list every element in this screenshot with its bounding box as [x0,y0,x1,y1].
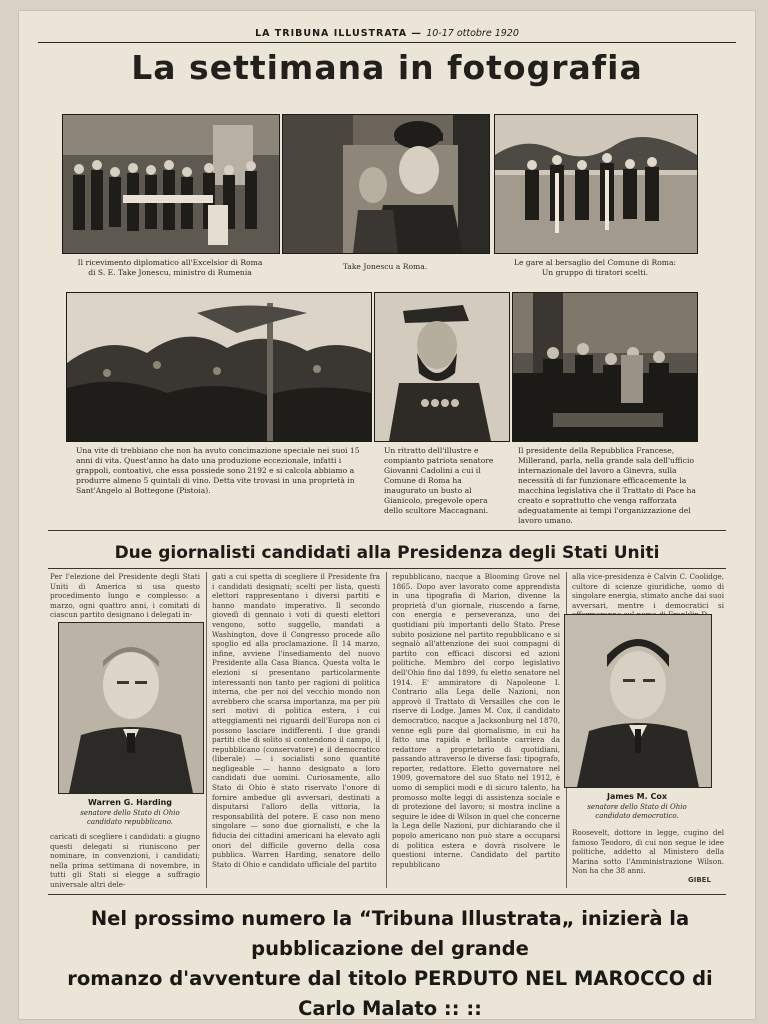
article-column-2: gati a cui spetta di scegliere il Presidente fra i candidati designati; scelti per lista, questi elettori rappresentano i diversi partiti e hanno mandato imperativo. Il secondo giovedì di gennaio i voti di questi elettori vengono, sotto suggello, mandati a Washington, dove il Congresso procede allo spoglio ed alla proclamazione. Il 14 marzo, infine, avviene l'insediamento del nuovo Presidente alla Casa Bianca. Questa volta le elezioni si presentano particolarmente interessanti non tanto per ragioni di politica interna, che per noi del vecchio mondo non avrebbero che scarsa importanza, ma per più seri motivi di politica estera, i cui atteggiamenti nei riguardi dell'Europa non ci possono lasciare indifferenti. I due grandi partiti che di solito si contendono il campo, il repubblicano (conservatore) e il democratico (liberale) — i socialisti sono quantité negligeable — hanno designato a loro candidati due uomini. Curiosamente, allo Stato di Ohio è stato riservato l'onore di fornire ambedue gli avversari, destinati a disputarsi l'alloro della vittoria, la responsabilità del potere. E caso non meno singolare — sono due giornalisti, e che la fiducia dei cittadini americani ha elevato agli onori del difficile governo della cosa pubblica. Warren Harding, senatore dello Stato di Ohio e candidato ufficiale del partito [212,572,380,869]
banner-top-rule [48,894,726,895]
column-rule-2 [386,572,387,888]
article-column-4-bottom: Roosevelt, dottore in legge, cugino del famoso Teodoro, di cui non segue le idee politiche, addetto al Ministero della Marina sotto l'Amministrazione Wilson. Non ha che 38 anni. [572,828,724,876]
cox-name: James M. Cox [607,792,667,801]
caption-millerand: Il presidente della Repubblica Francese, Millerand, parla, nella grande sala dell'ufficio internazionale del lavoro a Ginevra, sulla necessità di far funzionare efficacemente la macchina legislativa che il Trattato di Pace ha creato e soprattutto che venga rafforzata adeguatamente ai tempi l'organizzazione del lavoro umano. [518,446,696,525]
photo-millerand-geneva [512,292,698,442]
banner-line-1: Nel prossimo numero la “Tribuna Illustrata„ inizierà la pubblicazione del grande [90,907,690,960]
photo-vineyard [66,292,372,442]
caption-vineyard: Una vite di trebbiano che non ha avuto concimazione speciale nei suoi 15 anni di vita. Quest'anno ha dato una produzione eccezionale, infatti i grappoli, contoativi, che essa possiede sono 2192 e si calcola abbiamo a produrre almeno 5 quintali di vino. Detta vite trovasi in una proprietà in Sant'Angelo al Bottegone (Pistoia). [76,446,360,495]
photo-reception [62,114,280,254]
column-rule-1 [206,572,207,888]
cox-role [564,803,710,821]
article-headline: Due giornalisti candidati alla Presidenza degli Stati Uniti [114,543,660,563]
caption-reception-line1: Il ricevimento diplomatico all'Excelsior di Roma [77,258,263,267]
cox-role-line2: candidato democratico. [595,812,679,820]
issue-date: 10-17 ottobre 1920 [426,28,519,39]
banner-line-2: romanzo d'avventure dal titolo PERDUTO NEL MAROCCO di Carlo Malato :: :: [67,967,713,1020]
caption-take-jonescu-line1: Take Jonescu a Roma. [342,262,428,271]
portrait-cox [564,614,712,788]
caption-shooting-line2: Un gruppo di tiratori scelti. [541,268,649,277]
publication-name: LA TRIBUNA ILLUSTRATA [255,28,408,39]
article-signature: GIBEL [688,876,711,884]
article-column-4-top: alla vice-presidenza è Calvin C. Coolidge, cultore di scienze giuridiche, uomo di singolare energia, stimato anche dai suoi avversari, mentre i democratici si [572,572,724,610]
caption-reception [62,258,278,278]
article-column-1-bottom: caricati di scegliere i candidati: a giugno questi delegati si riuniscono per nominare, in convenzioni, i candidati; nella prima settimana di novembre, in tutti gli Stati si elegge a suffragio universale altri dele- [50,832,200,889]
article-top-rule [48,568,726,569]
harding-role [58,809,202,827]
caption-shooting-line1: Le gare al bersaglio del Comune di Roma: [513,258,677,267]
section-divider [48,530,726,531]
photo-shooting-contest [494,114,698,254]
harding-name: Warren G. Harding [87,798,173,807]
harding-role-line2: candidato repubblicano. [86,818,174,826]
page-title: La settimana in fotografia [131,48,643,87]
caption-shooting-contest [494,258,696,278]
caption-reception-line2: di S. E. Take Jonescu, ministro di Rumenia [88,268,252,277]
harding-role-line1: senatore dello Stato di Ohio [80,809,180,817]
article-column-1-top: Per l'elezione del Presidente degli Stati Uniti di America si usa questo procedimento lungo e complesso: a marzo, ogni quattro anni, i comitati di ciascun partito designano i delegati in- [50,572,200,620]
cox-role-line1: senatore dello Stato di Ohio [587,803,687,811]
article-column-3: repubblicano, nacque a Blooming Grove nel 1865. Dopo aver lavorato come apprendista in una tipografia di Marion, divenne la proprietà d'un giornale, riuscendo a farne, con energia e perseveranza, uno dei quotidiani più importanti dello Stato. Prese subito posizione nel partito repubblicano e si segnalò all'attenzione dei suoi compagni di partito con efficaci discorsi ed azioni politiche. Membro del corpo legislativo dell'Ohio fino dal 1899, fu eletto senatore nel 1914. E' ammiratore di Napoleone I. Contrario alla Lega delle Nazioni, non approvò il Trattato di Versailles che con le riserve di Lodge. James M. Cox, il candidato democratico, nacque a Jacksonburg nel 1870, venne egli pure dal giornalismo, in cui ha fatto una rapida e brillante carriera da redattore a proprietario di quotidiani, passando attraverso le diverse fasi: tipografo, reporter, redattore. Eletto governatore nel 1909, governatore del suo Stato nel 1912, è uomo di semplici modi e di sicuro talento, ha promosso molte leggi di assistenza sociale e di protezione del lavoro; si mostra incline a seguire le idee di Wilson in quel che concerne la Lega delle Nazioni, pur dichiarando che il popolo americano non può stare a occuparsi di politica estera e dovrà risolvere le questioni interne. Candidato del partito repubblicano [392,572,560,869]
caption-take-jonescu [282,262,488,272]
caption-senator: Un ritratto dell'illustre e compianto patriota senatore Giovanni Cadolini a cui il Comune di Roma ha inaugurato un busto al Gianicolo, pregevole opera dello scultore Maccagnani. [384,446,494,515]
newspaper-page [18,10,756,1020]
portrait-harding [58,622,204,794]
next-issue-banner [40,904,740,1024]
photo-senator-cadolini [374,292,510,442]
photo-take-jonescu [282,114,490,254]
running-header: LA TRIBUNA ILLUSTRATA — 10-17 ottobre 1920 [38,28,736,43]
